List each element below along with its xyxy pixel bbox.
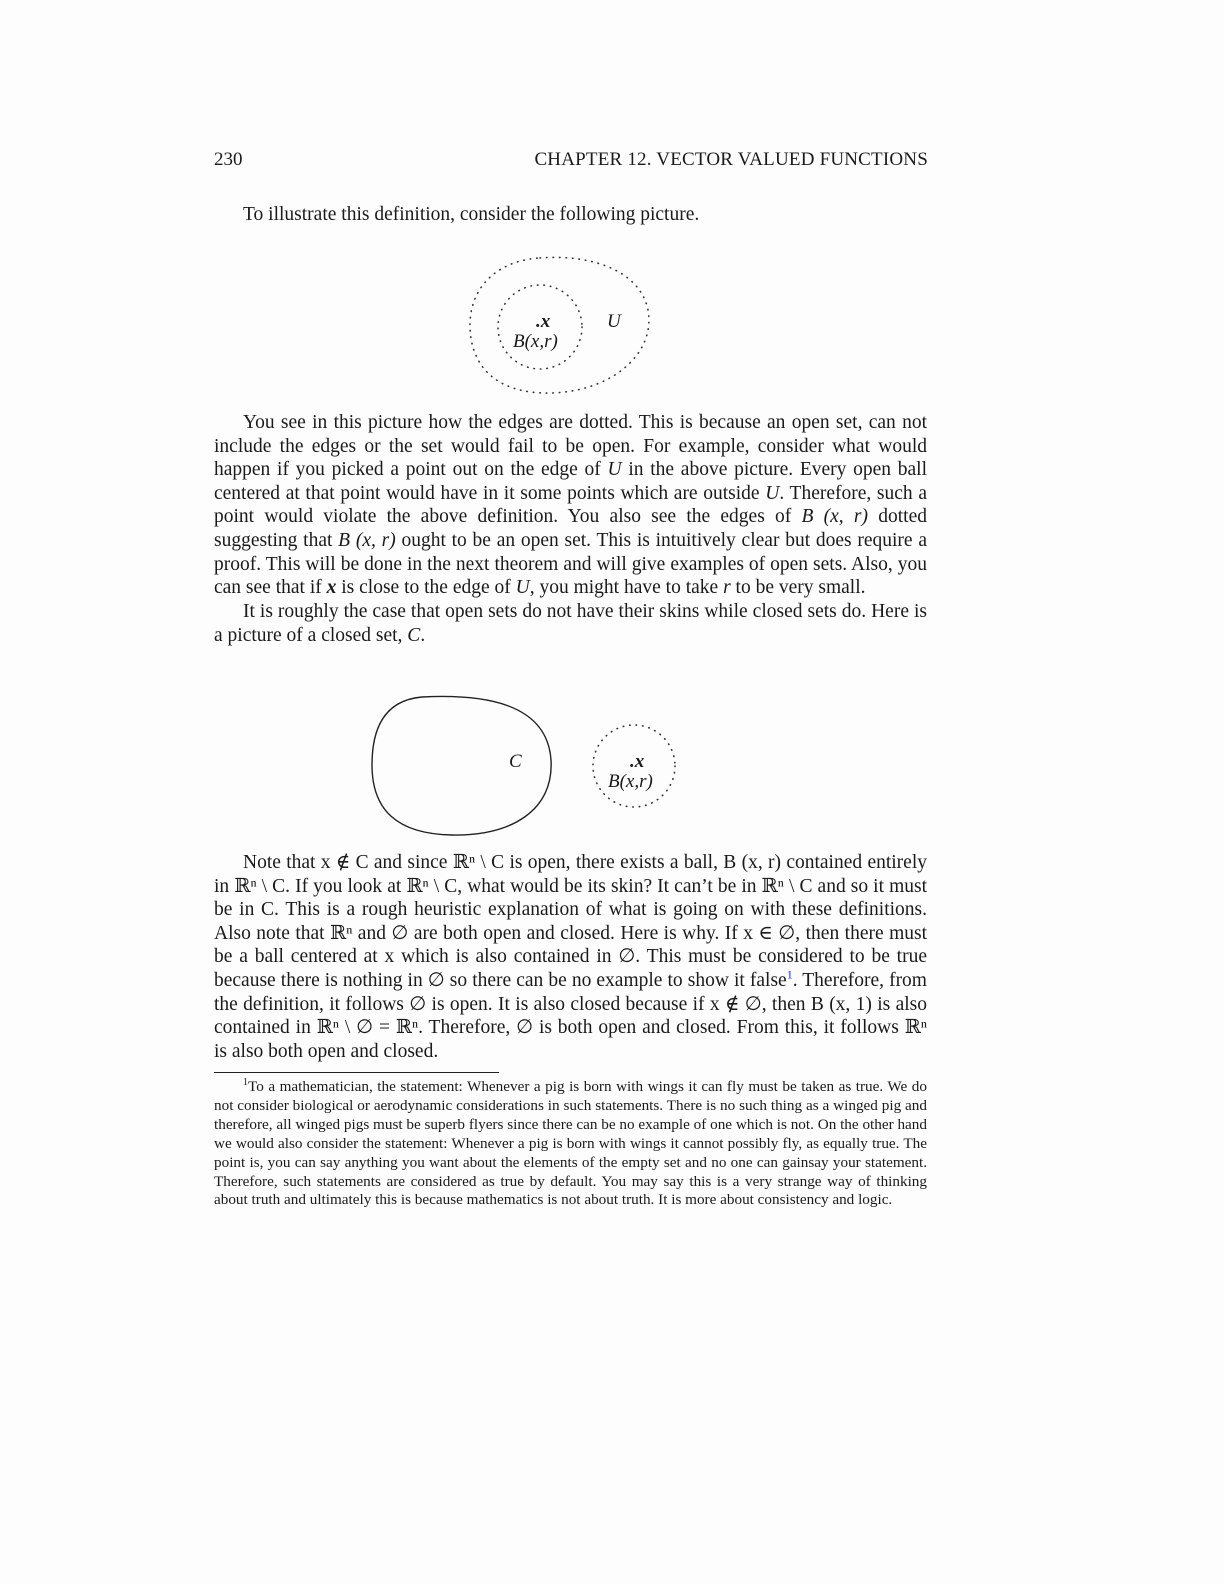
paragraph-open-sets: You see in this picture how the edges are dotted. This is because an open set, can not include the edges or the set would fail to be open. For example, consider what would happen if you picked a point out on the edge of U in the above picture. Every open ball centered at that point would have in it some points which are outside U. Therefore, such a point would violate the above definition. You also see the edges of B (x, r) dotted suggesting that B (x, r) ought to be an open set. This is intuitively clear but does require a proof. This will be done in the next theorem and will give examples of open sets. Also, you can see that if x is close to the edge of U, you might have to take r to be very small. bbox=[214, 412, 927, 599]
ball-label-2: B(x,r) bbox=[608, 771, 653, 792]
footnote-text: To a mathematician, the statement: Whenever a pig is born with wings it can fly must be taken as true. We do not consider biological or aerodynamic considerations in such statements. There is no such thing as a winged pig and therefore, all winged pigs must be superb flyers since there can be no example of one which is not. On the other hand we would also consider the statement: Whenever a pig is born with wings it cannot possibly fly, as equally true. The point is, you can say anything you want about the elements of the empty set and no one can gainsay your statement. Therefore, such statements are considered as true by default. You may say this is a very strange way of thinking about truth and ultimately this is because mathematics is not about truth. It is more about consistency and logic. bbox=[214, 1078, 927, 1209]
point-x-label-2: .x bbox=[630, 751, 645, 772]
point-x-label: .x bbox=[536, 311, 551, 332]
set-u-label: U bbox=[607, 311, 621, 332]
footnote-mark: 1 bbox=[243, 1076, 248, 1088]
ball-label: B(x,r) bbox=[513, 331, 558, 352]
paragraph-closed-sets: It is roughly the case that open sets do not have their skins while closed sets do. Here is a picture of a closed set, C. bbox=[214, 601, 927, 646]
footnote bbox=[214, 1078, 927, 1210]
closed-set-c-boundary bbox=[372, 696, 551, 835]
paragraph-empty-set: Note that x ∉ C and since ℝⁿ \ C is open, there exists a ball, B (x, r) contained entirely in ℝⁿ \ C. If you look at ℝⁿ \ C, what would be its skin? It can’t be in ℝⁿ \ C and so it must be in C. This is a rough heuristic explanation of what is going on with these definitions. Also note that ℝⁿ and ∅ are both open and closed. Here is why. If x ∈ ∅, then there must be a ball centered at x which is also contained in ∅. This must be considered to be true because there is nothing in ∅ so there can be no example to show it false$^1$. Therefore, from the definition, it follows ∅ is open. It is also closed because if x ∉ ∅, then B (x, 1) is also contained in ℝⁿ \ ∅ = ℝⁿ. Therefore, ∅ is both open and closed. From this, it follows ℝⁿ is also both open and closed. bbox=[214, 852, 927, 1062]
open-set-figure bbox=[460, 250, 660, 400]
footnote-ref-link[interactable]: 1 bbox=[786, 967, 793, 982]
open-set-u-boundary bbox=[470, 257, 649, 393]
set-c-label: C bbox=[509, 751, 522, 772]
page-number: 230 bbox=[214, 149, 243, 170]
running-header: CHAPTER 12. VECTOR VALUED FUNCTIONS bbox=[534, 149, 928, 170]
intro-text: To illustrate this definition, consider the following picture. bbox=[243, 204, 700, 225]
closed-set-figure bbox=[362, 690, 692, 840]
footnote-separator bbox=[214, 1072, 499, 1073]
